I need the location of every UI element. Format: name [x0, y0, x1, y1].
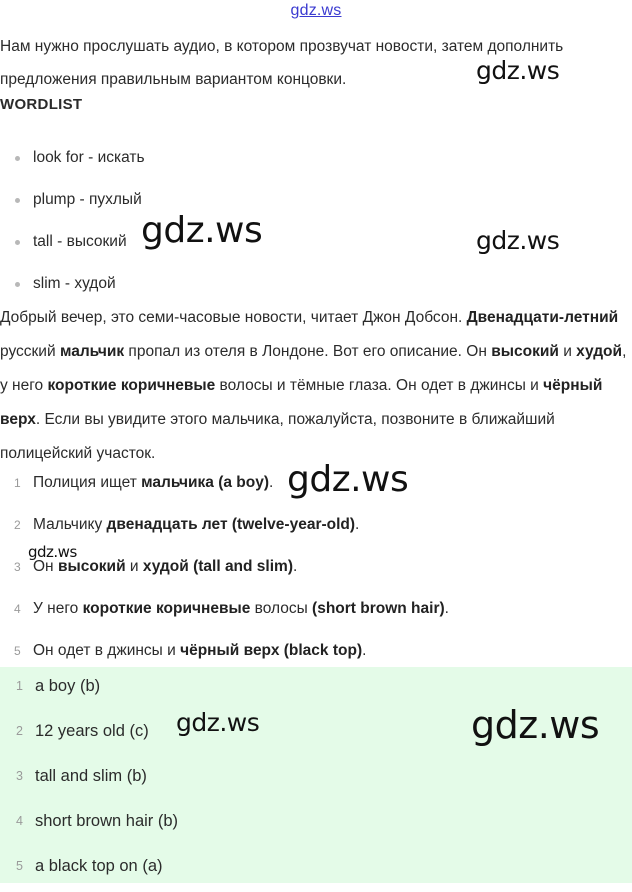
question-text: . — [269, 474, 274, 491]
answer-panel — [0, 667, 632, 883]
item-number: 4 — [14, 602, 21, 616]
bullet-icon — [15, 282, 20, 287]
transcript-bold: Двенадцати-летний — [466, 309, 619, 326]
transcript-bold: худой — [576, 343, 623, 360]
list-item — [0, 224, 145, 266]
question-bold: двенадцать лет (twelve-year-old) — [106, 516, 356, 533]
watermark: gdz.ws — [28, 543, 77, 561]
transcript-text: русский — [0, 343, 60, 360]
transcript-bold: мальчик — [59, 343, 125, 360]
transcript-bold: чёрный верх — [0, 377, 603, 428]
transcript-bold: высокий — [491, 343, 559, 360]
question-text: волосы — [250, 600, 313, 617]
instructions-line-1: Нам нужно прослушать аудио, в котором прозвучат новости, затем дополнить — [0, 38, 564, 55]
answer-item — [0, 847, 632, 892]
wordlist-item-text: look for - искать — [33, 149, 145, 166]
question-text: У него — [33, 600, 83, 617]
watermark: gdz.ws — [141, 210, 263, 251]
transcript-text: волосы и тёмные глаза. Он одет в джинсы и — [215, 377, 544, 394]
answer-item — [0, 802, 632, 847]
instructions-line-2: предложения правильным вариантом концовки. — [0, 71, 347, 88]
list-item — [0, 182, 145, 224]
site-link[interactable]: gdz.ws — [290, 2, 342, 19]
question-text: . — [355, 516, 360, 533]
question-item — [0, 504, 449, 546]
watermark: gdz.ws — [287, 459, 409, 500]
wordlist — [0, 140, 145, 308]
item-number: 2 — [16, 724, 23, 738]
wordlist-item-text: tall - высокий — [33, 233, 127, 250]
item-number: 5 — [14, 644, 21, 658]
watermark: gdz.ws — [476, 226, 560, 255]
answer-text: short brown hair (b) — [35, 812, 179, 830]
question-bold: чёрный верх (black top) — [180, 642, 363, 659]
transcript-text: Добрый вечер, это семи-часовые новости, читает Джон Добсон. — [0, 309, 467, 326]
item-number: 3 — [16, 769, 23, 783]
wordlist-heading: WORDLIST — [0, 96, 83, 113]
watermark: gdz.ws — [471, 703, 600, 747]
bullet-icon — [15, 240, 20, 245]
question-text: Полиция ищет — [33, 474, 142, 491]
question-text: Он одет в джинсы и — [33, 642, 181, 659]
item-number: 2 — [14, 518, 21, 532]
question-item — [0, 588, 449, 630]
question-bold: (short brown hair) — [312, 600, 445, 617]
item-number: 1 — [14, 476, 21, 490]
question-bold: короткие коричневые — [82, 600, 251, 617]
answer-item — [0, 757, 632, 802]
transcript-text: . Если вы увидите этого мальчика, пожалуйста, позвоните в ближайший полицейский участок. — [0, 411, 555, 462]
question-text: Мальчику — [33, 516, 107, 533]
news-transcript — [0, 301, 632, 471]
wordlist-item-text: plump - пухлый — [33, 191, 142, 208]
list-item — [0, 140, 145, 182]
answer-text: a black top on (a) — [35, 857, 163, 875]
transcript-text: и — [558, 343, 577, 360]
wordlist-item-text: slim - худой — [33, 275, 116, 292]
item-number: 5 — [16, 859, 23, 873]
watermark: gdz.ws — [176, 708, 260, 737]
bullet-icon — [15, 156, 20, 161]
transcript-text: , у него — [0, 343, 627, 394]
answer-text: 12 years old (c) — [35, 722, 149, 740]
transcript-text: пропал из отеля в Лондоне. Вот его описание. Он — [124, 343, 492, 360]
question-bold: мальчика (a boy) — [141, 474, 270, 491]
question-text: . — [292, 558, 298, 575]
transcript-bold: короткие коричневые — [47, 377, 216, 394]
watermark: gdz.ws — [476, 56, 560, 85]
question-item — [0, 630, 449, 672]
bullet-icon — [15, 198, 20, 203]
item-number: 1 — [16, 679, 23, 693]
question-text: . — [444, 600, 449, 617]
answer-text: tall and slim (b) — [35, 767, 147, 785]
answer-list — [0, 667, 632, 892]
answer-text: a boy (b) — [35, 677, 101, 695]
question-bold: высокий — [57, 558, 126, 575]
question-text: . — [362, 642, 367, 659]
item-number: 4 — [16, 814, 23, 828]
question-bold: худой (tall and slim) — [142, 558, 293, 575]
question-text: Он — [33, 558, 58, 575]
question-text: и — [125, 558, 143, 575]
item-number: 3 — [14, 560, 21, 574]
